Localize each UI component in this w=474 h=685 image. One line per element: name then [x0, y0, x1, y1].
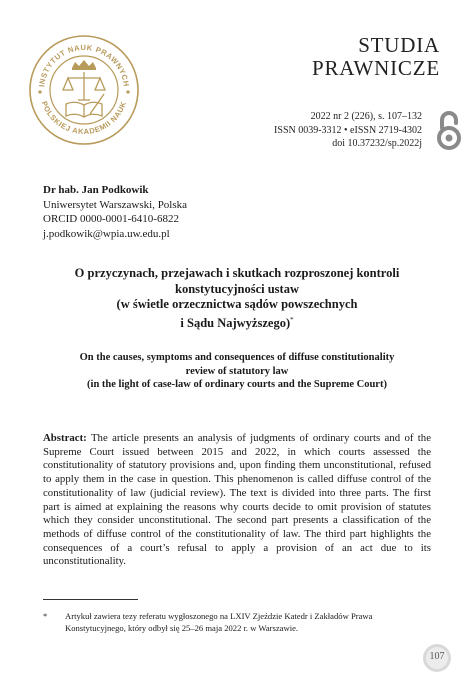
abstract-label: Abstract:: [43, 432, 87, 444]
journal-title: [312, 34, 440, 80]
title-pl-line2: konstytucyjności ustaw: [175, 281, 299, 296]
author-name: Dr hab. Jan Podkowik: [43, 184, 149, 196]
title-footnote-mark[interactable]: *: [290, 315, 294, 324]
journal-title-line2: PRAWNICZE: [311, 56, 440, 80]
crown-icon: [72, 60, 96, 70]
author-block: [43, 183, 187, 241]
author-orcid[interactable]: ORCID 0000-0001-6410-6822: [43, 213, 179, 225]
footnote-divider: [43, 599, 138, 600]
issn-info: ISSN 0039-3312 • eISSN 2719-4302: [274, 124, 422, 136]
open-access-icon: [434, 108, 464, 152]
article-title-english: [36, 351, 438, 392]
page-number: 107: [429, 651, 445, 662]
title-en-line3: (in the light of case-law of ordinary courts and the Supreme Court): [87, 379, 387, 390]
open-book-icon: [66, 94, 104, 117]
title-en-line1: On the causes, symptoms and consequences of diffuse constitutionality: [79, 352, 395, 363]
scales-of-justice-icon: [63, 72, 105, 100]
article-title-polish: [40, 266, 434, 331]
logo-ring-text-bottom: POLSKIEJ AKADEMII NAUK: [39, 99, 129, 137]
abstract: [43, 432, 431, 569]
footnote: [43, 610, 413, 634]
logo-ring-text-top: INSTYTUT NAUK PRAWNYCH: [37, 42, 131, 88]
issue-info: 2022 nr 2 (226), s. 107–132: [310, 111, 422, 122]
institute-logo: [28, 34, 140, 146]
title-pl-line4: i Sądu Najwyższego): [180, 315, 291, 330]
footnote-text: Artykuł zawiera tezy referatu wygłoszonego na LXIV Zjeździe Katedr i Zakładów Prawa Konstytucyjnego, który odbył się 25–26 maja 2022 r. w Warszawie.: [65, 611, 373, 633]
title-en-line2: review of statutory law: [185, 365, 289, 377]
author-email[interactable]: j.podkowik@wpia.uw.edu.pl: [43, 227, 170, 240]
title-pl-line1: O przyczynach, przejawach i skutkach rozproszonej kontroli: [74, 266, 400, 280]
journal-metadata: [274, 110, 422, 151]
journal-title-line1: STUDIA: [358, 33, 440, 57]
author-affiliation: Uniwersytet Warszawski, Polska: [43, 198, 188, 211]
abstract-text: The article presents an analysis of judgments of ordinary courts and of the Supreme Court issued between 2015 and 2022, in which courts assessed the constitutionality of statutory provisions and, upon finding them unconstitutional, refused to apply them in the case in question. This phenomenon is called diffuse control of the constitutionality of law (judicial review). The text is divided into three parts. The first part is aimed at explaining the reasons why courts decide to omit provision of statutes which they consider unconstitutional. The second part presents a classification of the methods of diffuse control of the constitutionality of law. The third part highlights the consequences of a court’s refusal to apply a provision of an act due to its unconstitutionality.: [43, 432, 431, 568]
doi-info[interactable]: doi 10.37232/sp.2022j: [332, 138, 422, 149]
title-pl-line3: (w świetle orzecznictwa sądów powszechnych: [116, 297, 358, 311]
footnote-mark: *: [43, 611, 48, 621]
